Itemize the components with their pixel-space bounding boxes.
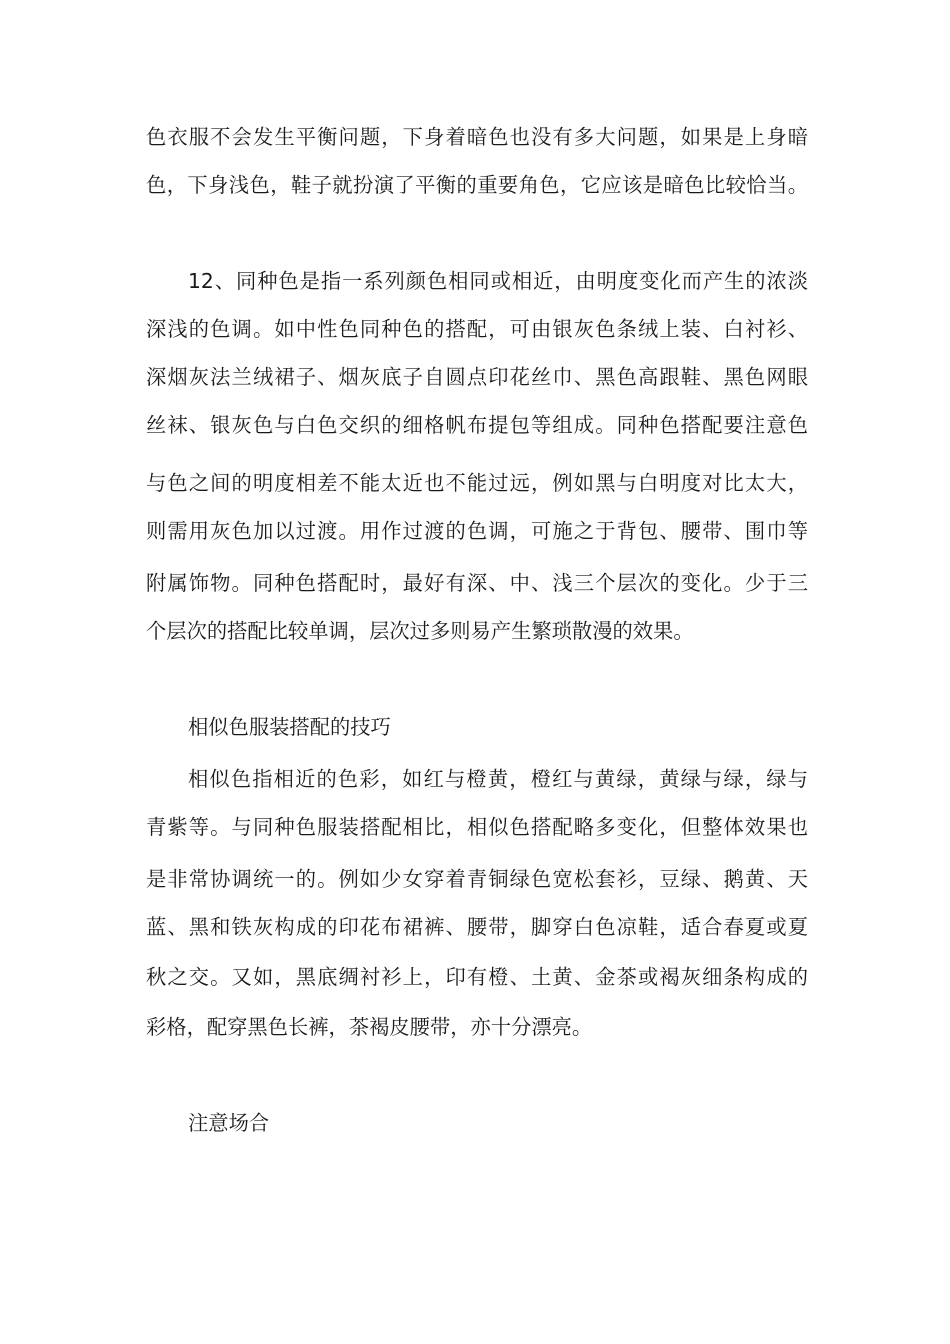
paragraph-2-line-8: 个层次的搭配比较单调，层次过多则易产生繁琐散漫的效果。 [146, 619, 694, 643]
paragraph-1-line-2: 色，下身浅色，鞋子就扮演了平衡的重要角色，它应该是暗色比较恰当。 [146, 173, 808, 197]
paragraph-3-line-3: 是非常协调统一的。例如少女穿着青铜绿色宽松套衫，豆绿、鹅黄、天 [146, 867, 808, 891]
paragraph-3-line-4: 蓝、黑和铁灰构成的印花布裙裤、腰带，脚穿白色凉鞋，适合春夏或夏 [146, 915, 808, 939]
paragraph-2-line-3: 深烟灰法兰绒裙子、烟灰底子自圆点印花丝巾、黑色高跟鞋、黑色网眼 [146, 365, 808, 389]
paragraph-2-line-2: 深浅的色调。如中性色同种色的搭配，可由银灰色条绒上装、白衬衫、 [146, 317, 808, 341]
paragraph-3-line-6: 彩格，配穿黑色长裤，茶褐皮腰带，亦十分漂亮。 [146, 1015, 593, 1039]
paragraph-2-line-6: 则需用灰色加以过渡。用作过渡的色调，可施之于背包、腰带、围巾等 [146, 519, 808, 543]
paragraph-3-line-1: 相似色指相近的色彩，如红与橙黄，橙红与黄绿，黄绿与绿，绿与 [188, 767, 808, 791]
section-heading-occasion: 注意场合 [188, 1111, 270, 1135]
paragraph-3-line-2: 青紫等。与同种色服装搭配相比，相似色搭配略多变化，但整体效果也 [146, 815, 808, 839]
paragraph-2-line-4: 丝袜、银灰色与白色交织的细格帆布提包等组成。同种色搭配要注意色 [146, 413, 808, 437]
paragraph-2-line-5: 与色之间的明度相差不能太近也不能过远，例如黑与白明度对比太大， [146, 471, 808, 495]
section-heading-similar-colors: 相似色服装搭配的技巧 [188, 715, 391, 739]
paragraph-3-line-5: 秋之交。又如，黑底绸衬衫上，印有橙、土黄、金茶或褐灰细条构成的 [146, 965, 808, 989]
paragraph-2-line-1: 12、同种色是指一系列颜色相同或相近，由明度变化而产生的浓淡 [188, 269, 808, 293]
paragraph-1-line-1: 色衣服不会发生平衡问题，下身着暗色也没有多大问题，如果是上身暗 [146, 125, 808, 149]
paragraph-2-line-7: 附属饰物。同种色搭配时，最好有深、中、浅三个层次的变化。少于三 [146, 571, 808, 595]
